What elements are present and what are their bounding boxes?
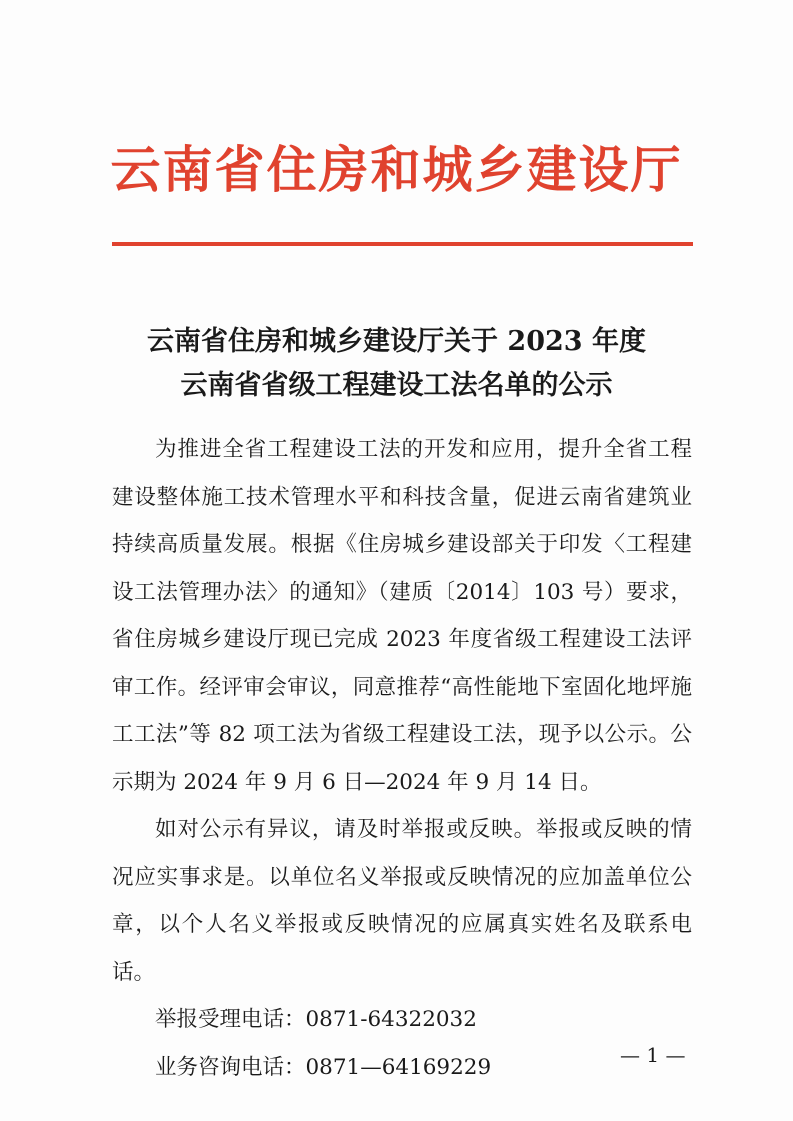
letterhead-red-rule [112, 242, 693, 246]
report-phone-line: 举报受理电话：0871-64322032 [155, 1007, 477, 1032]
letterhead-title: 云南省住房和城乡建设厅 [110, 140, 683, 199]
consult-phone-line: 业务咨询电话：0871—64169229 [155, 1054, 492, 1080]
body-paragraph-1: 为推进全省工程建设工法的开发和应用，提升全省工程建设整体施工技术管理水平和科技含量，促进云南省建筑业持续高质量发展。根据《住房城乡建设部关于印发〈工程建设工法管理办法〉的通知》（建质〔2014〕103 号）要求，省住房城乡建设厅现已完成 2023 年度省级工程建设工法评审工作。经评审会审议，同意推荐“高性能地下室固化地坪施工工法”等 82 项工法为省级工程建设工法，现予以公示。公示期为 2024 年 9 月 6 日—2024 年 9 月 14 日。 [112, 437, 692, 795]
document-title-line-1: 云南省住房和城乡建设厅关于 2023 年度 [147, 326, 646, 357]
document-body [112, 426, 692, 1091]
page-number: — 1 — [620, 1043, 686, 1067]
document-title-line-2: 云南省省级工程建设工法名单的公示 [180, 370, 613, 401]
document-title [0, 320, 793, 408]
body-paragraph-2: 如对公示有异议，请及时举报或反映。举报或反映的情况应实事求是。以单位名义举报或反映情况的应加盖单位公章，以个人名义举报或反映情况的应属真实姓名及联系电话。 [112, 817, 692, 985]
